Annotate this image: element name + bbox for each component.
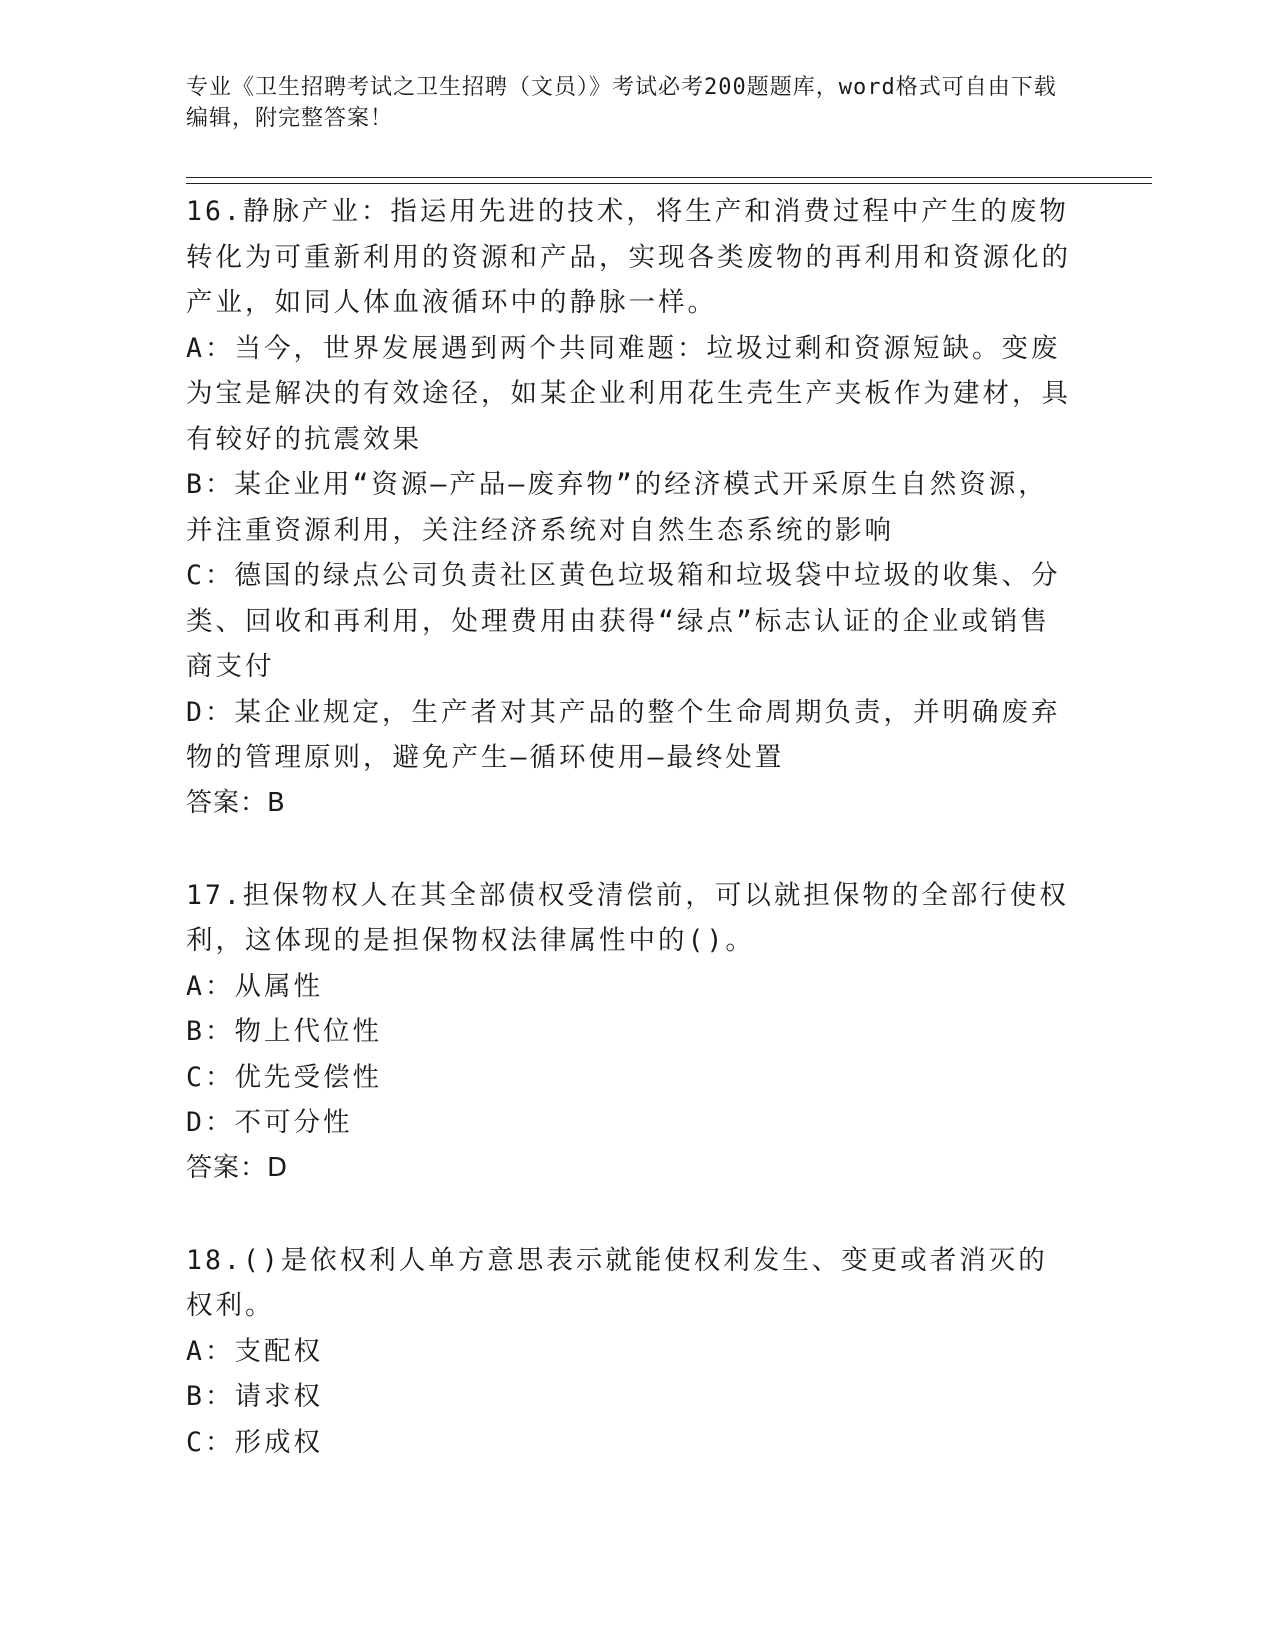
option-d: D：不可分性 — [186, 1107, 353, 1138]
header-divider-top — [186, 177, 1152, 178]
answer-line: 答案：D — [186, 1152, 289, 1183]
question-spacer — [186, 1191, 1076, 1238]
document-header: 专业《卫生招聘考试之卫生招聘（文员）》考试必考200题题库，word格式可自由下载编辑，附完整答案！ — [186, 75, 1057, 131]
question-16 — [186, 189, 1076, 826]
question-stem: 17.担保物权人在其全部债权受清偿前，可以就担保物的全部行使权利，这体现的是担保物权法律属性中的()。 — [186, 879, 1069, 956]
option-b: B：请求权 — [186, 1381, 323, 1412]
question-list — [186, 189, 1076, 1465]
question-18 — [186, 1238, 1076, 1466]
option-d: D：某企业规定，生产者对其产品的整个生命周期负责，并明确废弃物的管理原则，避免产生—循环使用—最终处置 — [186, 696, 1061, 773]
question-stem: 18.()是依权利人单方意思表示就能使权利发生、变更或者消灭的权利。 — [186, 1244, 1048, 1321]
option-c: C：优先受偿性 — [186, 1061, 382, 1093]
option-a: A：支配权 — [186, 1335, 323, 1367]
question-17 — [186, 873, 1076, 1191]
question-spacer — [186, 826, 1076, 873]
option-a: A：当今，世界发展遇到两个共同难题：垃圾过剩和资源短缺。变废为宝是解决的有效途径，如某企业利用花生壳生产夹板作为建材，具有较好的抗震效果 — [186, 332, 1071, 455]
option-b: B：物上代位性 — [186, 1016, 382, 1047]
option-a: A：从属性 — [186, 970, 323, 1002]
header-divider-bottom — [186, 183, 1152, 184]
answer-line: 答案：B — [186, 787, 286, 818]
option-c: C：德国的绿点公司负责社区黄色垃圾箱和垃圾袋中垃圾的收集、分类、回收和再利用，处理费用由获得“绿点”标志认证的企业或销售商支付 — [186, 560, 1061, 682]
option-b: B：某企业用“资源—产品—废弃物”的经济模式开采原生自然资源，并注重资源利用，关注经济系统对自然生态系统的影响 — [186, 469, 1048, 546]
option-c: C：形成权 — [186, 1426, 323, 1458]
question-stem: 16.静脉产业：指运用先进的技术，将生产和消费过程中产生的废物转化为可重新利用的资源和产品，实现各类废物的再利用和资源化的产业，如同人体血液循环中的静脉一样。 — [186, 196, 1071, 318]
